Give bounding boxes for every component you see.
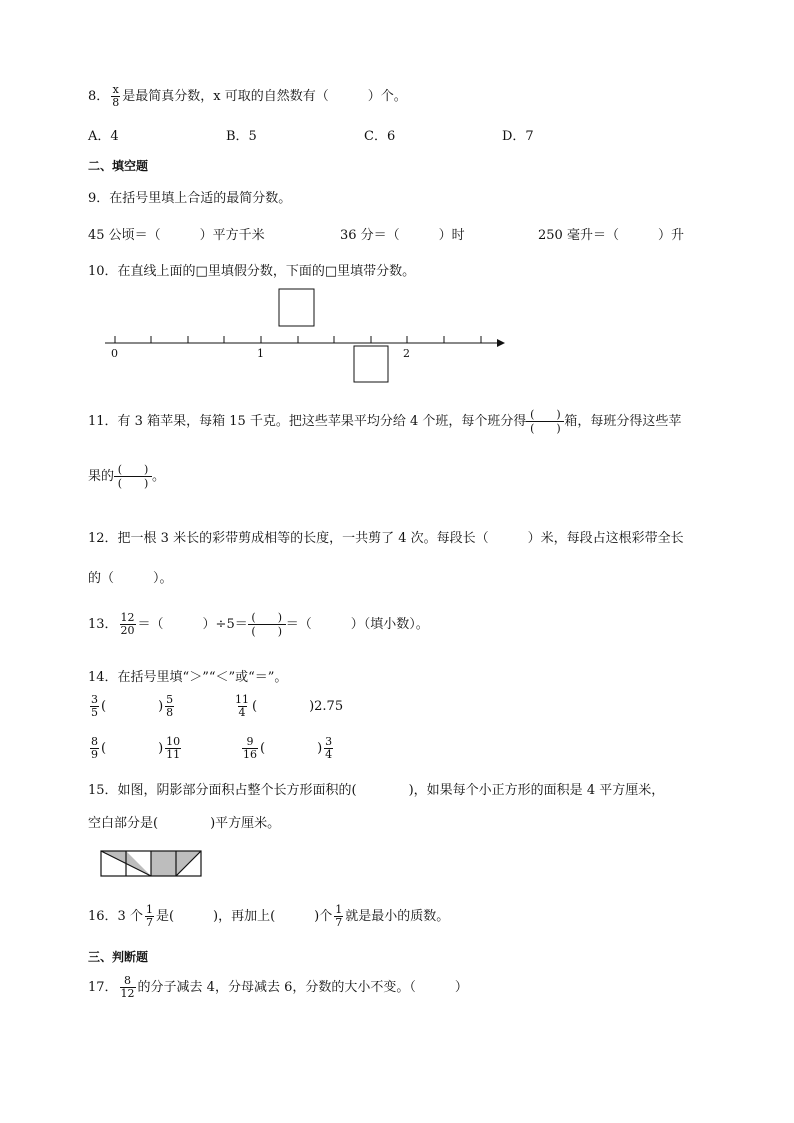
question-8 — [88, 84, 407, 109]
compare-item-4: $\frac{9}{16}$ ( ) $\frac{3}{4}$ — [243, 735, 333, 761]
compare-blank[interactable]: ( ) — [101, 699, 164, 714]
q9-item-1: 45 公顷＝（ ）平方千米 — [88, 228, 265, 243]
section-heading: 二、填空题 — [88, 159, 149, 173]
question-13: 13． $\frac{12}{20}$ ＝（ ）÷5＝ $\frac{( )}{( )}$ ＝（ ）（填小数）。 — [88, 611, 429, 638]
tick-label-2: 2 — [403, 347, 410, 360]
compare-item-3: $\frac{8}{9}$ ( ) $\frac{10}{11}$ — [91, 735, 181, 761]
question-11-line-2: 果的 $\frac{( )}{( )}$ 。 — [88, 463, 166, 490]
fraction: $\frac{x}{8}$ — [112, 83, 120, 109]
tick-label-0: 0 — [111, 347, 118, 360]
question-text: 是最简真分数，x 可取的自然数有（ ）个。 — [122, 89, 407, 104]
arrow-head-icon — [497, 339, 505, 347]
question-14-stem: 14．在括号里填“＞”“＜”或“＝”。 — [88, 670, 288, 685]
number-line-figure — [0, 280, 794, 390]
shaded-square — [151, 851, 176, 876]
q9-item-2: 36 分＝（ ）时 — [340, 228, 465, 243]
option-c[interactable]: C．6 — [364, 129, 396, 144]
option-b[interactable]: B．5 — [226, 129, 257, 144]
option-d[interactable]: D．7 — [502, 129, 534, 144]
ticks — [115, 336, 481, 343]
compare-blank[interactable]: ( ) — [260, 741, 323, 756]
question-16: 16．3 个 $\frac{1}{7}$ 是( )，再加上( )个 $\frac{1}{7}$ 就是最小的质数。 — [88, 903, 450, 929]
question-number: 8． — [88, 89, 110, 104]
question-15-line-2: 空白部分是( )平方厘米。 — [88, 816, 281, 831]
question-15-line-1: 15．如图，阴影部分面积占整个长方形面积的( )，如果每个小正方形的面积是 4 平方厘米， — [88, 783, 665, 798]
answer-fraction-blank[interactable]: $\frac{( )}{( )}$ — [526, 408, 564, 435]
q9-item-3: 250 毫升＝（ ）升 — [538, 228, 684, 243]
question-17: 17． $\frac{8}{12}$ 的分子减去 4，分母减去 6，分数的大小不变。（ ） — [88, 974, 468, 1000]
question-10-stem: 10．在直线上面的□里填假分数，下面的□里填带分数。 — [88, 264, 416, 279]
section-heading: 三、判断题 — [88, 950, 149, 964]
question-12-line-1: 12．把一根 3 米长的彩带剪成相等的长度，一共剪了 4 次。每段长（ ）米，每段占这根彩带全长 — [88, 531, 684, 546]
mixed-number-box — [354, 346, 388, 382]
question-9-stem: 9．在括号里填上合适的最简分数。 — [88, 191, 292, 206]
question-12-line-2: 的（ ）。 — [88, 571, 173, 586]
answer-fraction-blank[interactable]: $\frac{( )}{( )}$ — [114, 463, 152, 490]
improper-fraction-box — [279, 289, 314, 326]
compare-blank[interactable]: ( ) — [252, 699, 315, 714]
shaded-rectangle-figure — [100, 850, 206, 878]
compare-item-2: $\frac{11}{4}$ ( )2.75 — [235, 693, 344, 719]
answer-fraction-blank[interactable]: $\frac{( )}{( )}$ — [248, 611, 286, 638]
compare-blank[interactable]: ( ) — [101, 741, 164, 756]
fraction: $\frac{12}{20}$ — [120, 611, 135, 637]
compare-item-1: $\frac{3}{5}$ ( ) $\frac{5}{8}$ — [91, 693, 174, 719]
option-a[interactable]: A．4 — [88, 129, 119, 144]
tick-label-1: 1 — [257, 347, 264, 360]
question-11-line-1: 11．有 3 箱苹果，每箱 15 千克。把这些苹果平均分给 4 个班，每个班分得 $\frac{( )}{( )}$ 箱，每班分得这些苹 — [88, 408, 682, 435]
